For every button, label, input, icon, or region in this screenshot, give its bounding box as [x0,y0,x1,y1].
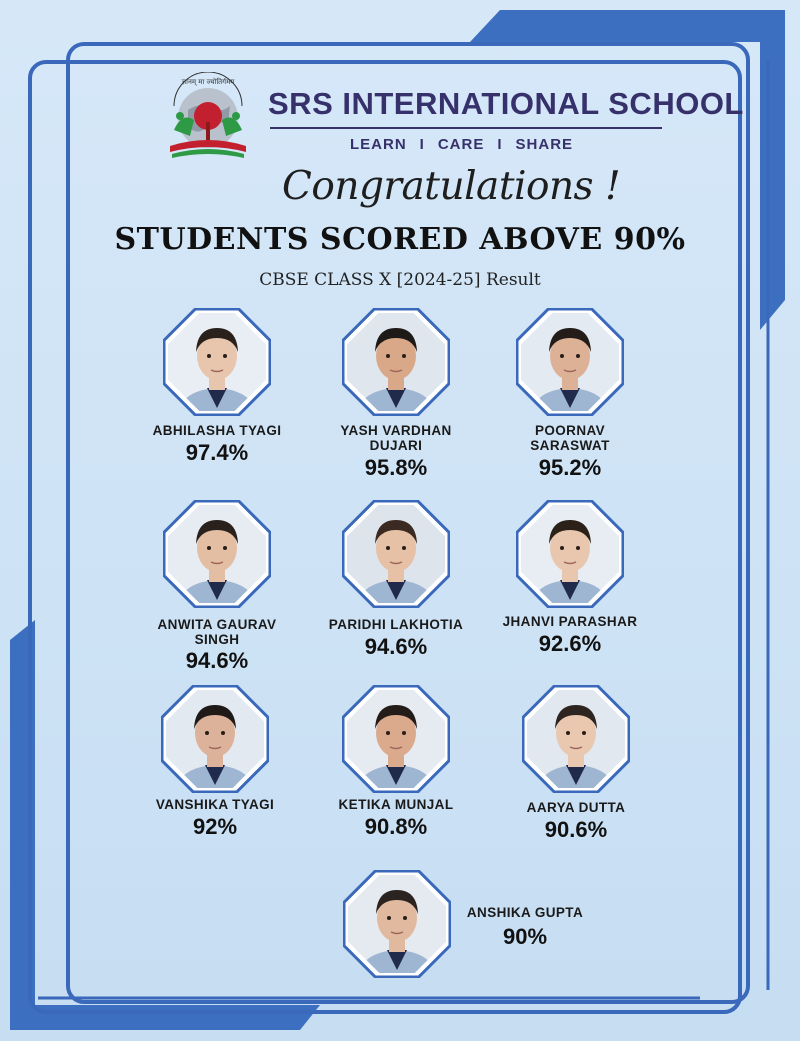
student-name: YASH VARDHAN DUJARI [340,423,452,453]
student-photo [161,685,269,793]
tagline-share: SHARE [515,136,574,153]
school-logo [160,72,256,164]
student-name: JHANVI PARASHAR [502,614,638,629]
page-title: STUDENTS SCORED ABOVE 90% [114,222,686,257]
student-photo [516,308,624,416]
student-score: 95.2% [538,455,602,480]
student-name: PARIDHI LAKHOTIA [328,617,464,632]
student-name: AARYA DUTTA [526,800,626,815]
student-photo [516,500,624,608]
student-score: 97.4% [185,440,249,465]
tagline-separator: I [419,136,425,153]
student-name: ANSHIKA GUPTA [466,905,584,920]
page-subtitle: CBSE CLASS X [2024-25] Result [259,270,541,290]
logo-motto: ज्ञानम् मा ज्योतिर्गमय [181,78,235,86]
student-name: ABHILASHA TYAGI [152,423,282,438]
student-photo [343,870,451,978]
student-score: 92.6% [538,631,602,656]
student-photo [342,685,450,793]
student-name: POORNAV SARASWAT [530,423,610,453]
student-score: 95.8% [364,455,428,480]
student-photo [163,500,271,608]
student-name: KETIKA MUNJAL [338,797,454,812]
student-score: 92% [192,814,238,839]
student-score: 90.6% [544,817,608,842]
tagline-learn: LEARN [350,136,407,153]
student-photo [342,308,450,416]
tagline-care: CARE [437,136,485,153]
student-score: 90.8% [364,814,428,839]
congratulations-heading: Congratulations ! [282,164,621,209]
student-score: 94.6% [185,648,249,673]
student-photo [163,308,271,416]
tagline-separator: I [497,136,503,153]
school-name: SRS INTERNATIONAL SCHOOL [268,86,744,121]
student-photo [342,500,450,608]
student-score: 94.6% [364,634,428,659]
student-name: VANSHIKA TYAGI [155,797,275,812]
student-photo [522,685,630,793]
student-score: 90% [502,924,548,949]
school-tagline [350,136,573,153]
student-name: ANWITA GAURAV SINGH [157,617,277,647]
school-name-underline [270,127,662,129]
